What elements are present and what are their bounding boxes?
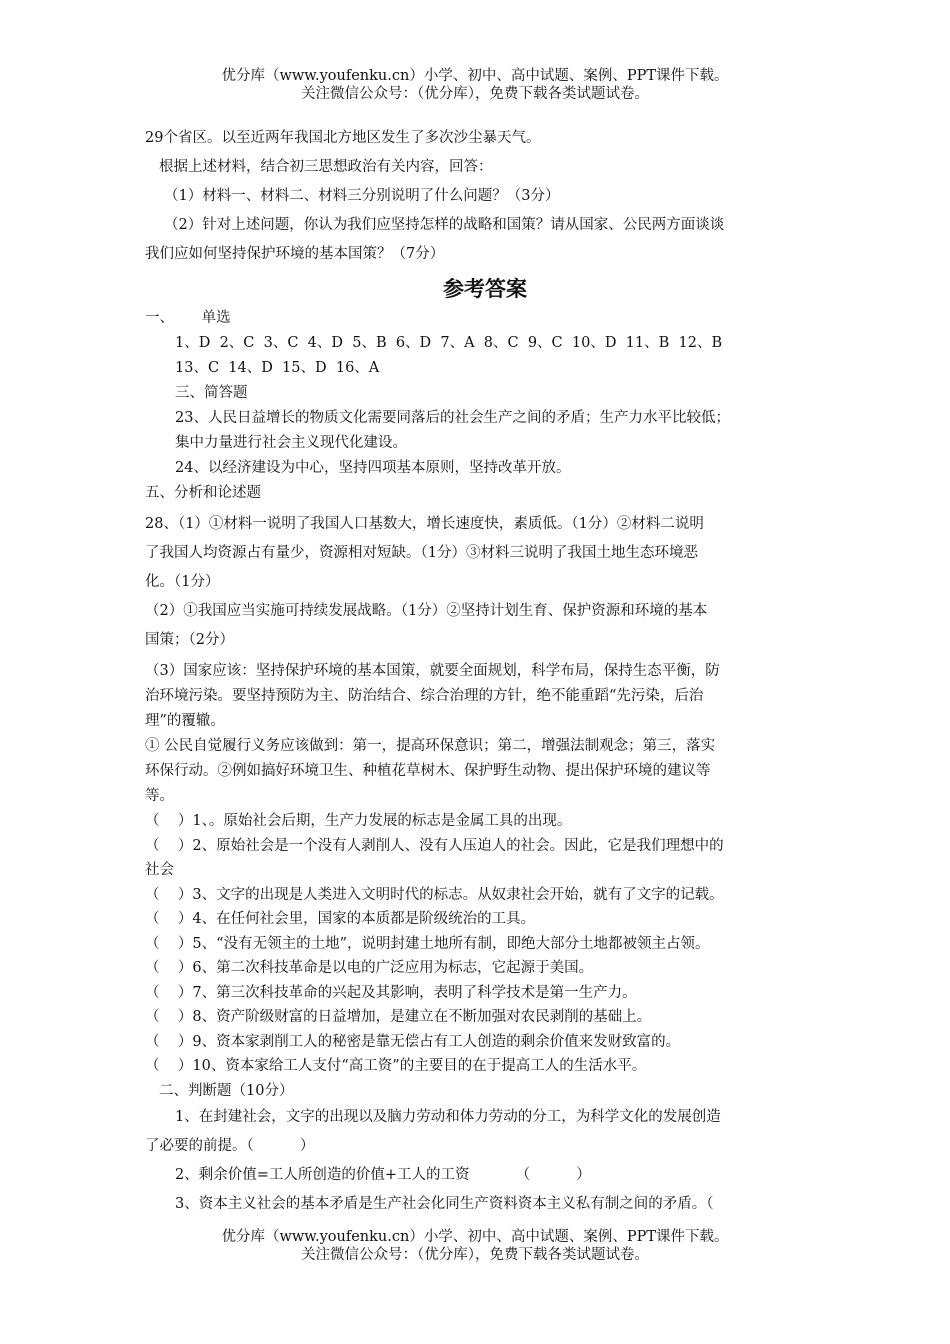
page-header [0, 67, 950, 103]
mc-answers-line-1: 1、D 2、C 3、C 4、D 5、B 6、D 7、A 8、C 9、C 10、D 11、B 12、B [175, 335, 723, 351]
judge-line: 3、资本主义社会的基本矛盾是生产社会化同生产资料资本主义私有制之间的矛盾。（ [175, 1196, 714, 1212]
judge-line: 了必要的前提。（ ） [145, 1138, 315, 1154]
footer-line-1: 优分库（www.youfenku.cn）小学、初中、高中试题、案例、PPT课件下载。 [221, 1229, 729, 1245]
tf-item-cont: 社会 [145, 862, 174, 878]
q24-answer: 24、以经济建设为中心，坚持四项基本原则，坚持改革开放。 [175, 460, 571, 476]
intro-line: 根据上述材料，结合初三思想政治有关内容，回答： [159, 159, 493, 175]
q23-answer-line-2: 集中力量进行社会主义现代化建设。 [175, 435, 407, 451]
tf-item: （ ）9、资本家剥削工人的秘密是靠无偿占有工人创造的剩余价值来发财致富的。 [145, 1033, 681, 1050]
page-footer [0, 1228, 950, 1264]
mc-answers-line-2: 13、C 14、D 15、D 16、A [175, 360, 380, 376]
q23-answer-line-1: 23、人民日益增长的物质文化需要同落后的社会生产之间的矛盾；生产力水平比较低； [175, 410, 730, 426]
tf-item: （ ）2、原始社会是一个没有人剥削人、没有人压迫人的社会。因此，它是我们理想中的 [145, 837, 724, 854]
q28-line: 化。（1分） [145, 574, 220, 590]
q28-part3-line: ① 公民自觉履行义务应该做到：第一，提高环保意识；第二，增强法制观念；第三，落实 [145, 738, 716, 754]
q28-line: （2）①我国应当实施可持续发展战略。（1分）②坚持计划生育、保护资源和环境的基本 [145, 603, 708, 619]
section-1-heading: 一、 单选 [145, 310, 231, 326]
footer-line-2: 关注微信公众号：（优分库），免费下载各类试题试卷。 [301, 1247, 649, 1263]
tf-item: （ ）3、文字的出现是人类进入文明时代的标志。从奴隶社会开始，就有了文字的记载。 [145, 886, 724, 903]
q28-part3-line: 治环境污染。要坚持预防为主、防治结合、综合治理的方针，绝不能重蹈“先污染，后治 [145, 688, 704, 704]
section-3-heading: 三、简答题 [175, 385, 248, 401]
tf-item: （ ）6、第二次科技革命是以电的广泛应用为标志，它起源于美国。 [145, 960, 594, 976]
intro-line: 29个省区。以至近两年我国北方地区发生了多次沙尘暴天气。 [145, 130, 541, 146]
intro-question-2-cont: 我们应如何坚持保护环境的基本国策？（7分） [145, 246, 445, 262]
tf-item: （ ）4、在任何社会里，国家的本质都是阶级统治的工具。 [145, 911, 536, 927]
q28-line: 28、（1）①材料一说明了我国人口基数大，增长速度快，素质低。（1分）②材料二说明 [145, 516, 704, 532]
tf-item: （ ）5、“没有无领主的土地”，说明封建土地所有制，即绝大部分土地都被领主占领。 [145, 935, 710, 952]
judge-line: 1、在封建社会，文字的出现以及脑力劳动和体力劳动的分工，为科学文化的发展创造 [175, 1109, 721, 1125]
q28-part3-line: （3）国家应该：坚持保护环境的基本国策，就要全面规划，科学布局，保持生态平衡，防 [145, 663, 720, 679]
judge-line: 2、剩余价值=工人所创造的价值+工人的工资 （ ） [175, 1167, 591, 1183]
answers-title: 参考答案 [443, 276, 527, 301]
q28-line: 国策；（2分） [145, 632, 234, 648]
q28-line: 了我国人均资源占有量少，资源相对短缺。（1分）③材料三说明了我国土地生态环境恶 [145, 545, 698, 561]
header-line-2: 关注微信公众号：（优分库），免费下载各类试题试卷。 [301, 86, 649, 102]
header-line-1: 优分库（www.youfenku.cn）小学、初中、高中试题、案例、PPT课件下载。 [221, 68, 729, 84]
q28-part3-line: 等。 [145, 788, 174, 804]
q28-part3-line: 环保行动。②例如搞好环境卫生、种植花草树木、保护野生动物、提出保护环境的建议等 [145, 763, 711, 779]
document-body [145, 124, 825, 1219]
judge-heading: 二、判断题（10分） [159, 1082, 294, 1099]
tf-item: （ ）7、第三次科技革命的兴起及其影响，表明了科学技术是第一生产力。 [145, 984, 637, 1001]
tf-item: （ ）8、资产阶级财富的日益增加，是建立在不断加强对农民剥削的基础上。 [145, 1009, 652, 1025]
section-5-heading: 五、分析和论述题 [145, 485, 261, 501]
q28-part3-line: 理”的覆辙。 [145, 713, 225, 729]
intro-question-2: （2）针对上述问题，你认为我们应坚持怎样的战略和国策？请从国家、公民两方面谈谈 [164, 217, 725, 233]
tf-item: （ ）1、。原始社会后期，生产力发展的标志是金属工具的出现。 [145, 813, 572, 829]
tf-item: （ ）10、资本家给工人支付“高工资”的主要目的在于提高工人的生活水平。 [145, 1058, 647, 1074]
intro-question-1: （1）材料一、材料二、材料三分别说明了什么问题？（3分） [164, 188, 560, 204]
